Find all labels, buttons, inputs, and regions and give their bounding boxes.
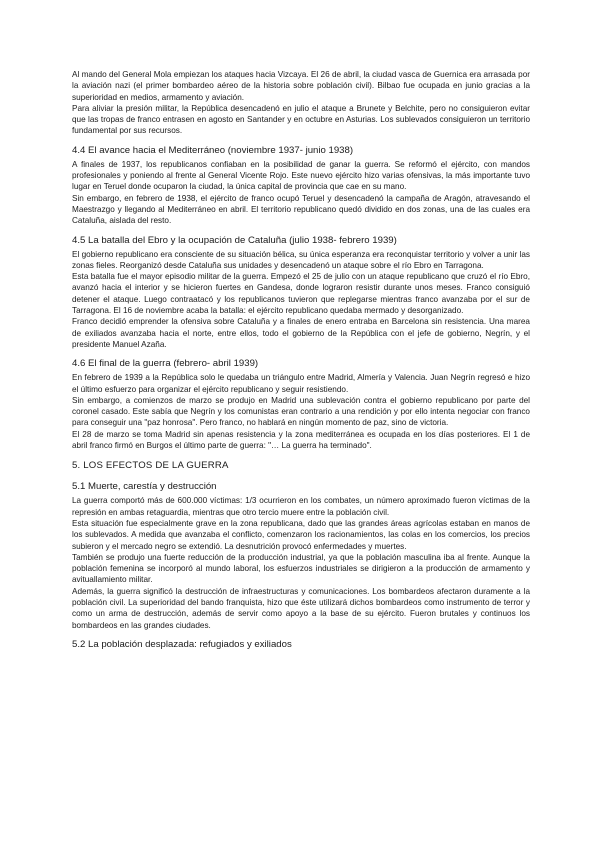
- section-4-6-paragraph-1: En febrero de 1939 a la República solo le quedaba un triángulo entre Madrid, Almería y Valencia. Juan Negrín regresó e hizo el último esfuerzo para organizar el ejército republicano y seguir resistiendo.: [72, 373, 530, 394]
- section-5-1-heading: 5.1 Muerte, carestía y destrucción: [72, 481, 217, 493]
- section-5-1-paragraph-4: Además, la guerra significó la destrucción de infraestructuras y comunicaciones. Los bombardeos afectaron duramente a la población civil. La superioridad del bando franquista, hizo que éste utilizará dichos bombardeos como instrumento de terror y como un arma de destrucción, además de servir como apoyo a la base de su ejército. Fueron brutales y continuos los bombardeos en las grandes ciudades.: [72, 586, 530, 630]
- chapter-5-heading: 5. LOS EFECTOS DE LA GUERRA: [72, 460, 229, 472]
- section-4-5-paragraph-1: El gobierno republicano era consciente de su situación bélica, su única esperanza era reconquistar territorio y volver a unir las zonas fieles. Reorganizó desde Cataluña sus unidades y desencadenó un ataque sobre el río Ebro en Tarragona.: [72, 249, 530, 270]
- section-4-6-paragraph-3: El 28 de marzo se toma Madrid sin apenas resistencia y la zona mediterránea es ocupada en los días posteriores. El 1 de abril franco firmó en Burgos el último parte de guerra: "… La guerra ha terminado".: [72, 429, 530, 451]
- section-4-4-paragraph-1: A finales de 1937, los republicanos confiaban en la posibilidad de ganar la guerra. Se reformó el ejército, con mandos profesionales y poniendo al frente al General Vicente Rojo. Este nuevo ejército hizo varias ofensivas, la más importante tuvo lugar en Teruel donde ocuparon la ciudad, la única capital de provincia que cae en su mano.: [72, 159, 530, 192]
- section-4-4-heading: 4.4 El avance hacia el Mediterráneo (noviembre 1937- junio 1938): [72, 144, 354, 156]
- intro-paragraph-1: Al mando del General Mola empiezan los ataques hacia Vizcaya. El 26 de abril, la ciudad vasca de Guernica era arrasada por la aviación nazi (el primer bombardeo aéreo de la historia sobre población civil). Bilbao fue ocupada en junio gracias a la superioridad en medios, armamento y aviación.: [72, 70, 530, 102]
- document-page: [72, 69, 530, 653]
- section-4-4-paragraph-2: Sin embargo, en febrero de 1938, el ejército de franco ocupó Teruel y desencadenó la campaña de Aragón, atravesando el Maestrazgo y llegando al Mediterráneo en abril. El territorio republicano quedó dividido en dos zonas, una de las cuales era Cataluña, aislada del resto.: [72, 193, 530, 226]
- section-5-1-paragraph-3: También se produjo una fuerte reducción de la producción industrial, ya que la población masculina iba al frente. Aunque la población femenina se incorporó al mundo laboral, los esfuerzos industriales se dirigieron a la producción de armamento y avituallamiento militar.: [72, 552, 530, 585]
- section-5-1-paragraph-1: La guerra comportó más de 600.000 víctimas: 1/3 ocurrieron en los combates, un número aproximado fueron víctimas de la represión en ambas retaguardia, mientras que otro tercio muere entre la población civil.: [72, 496, 530, 517]
- section-4-6-paragraph-2: Sin embargo, a comienzos de marzo se produjo en Madrid una sublevación contra el gobierno republicano por parte del coronel casado. Este sabía que Negrín y los comunistas eran contrario a una rendición y por ello intenta negociar con franco para conseguir una "paz honrosa". Pero franco, no hablará en ningún momento de paz, sino de victoria.: [72, 395, 530, 428]
- section-4-5-paragraph-3: Franco decidió emprender la ofensiva sobre Cataluña y a finales de enero entraba en Barcelona sin resistencia. Una marea de exiliados avanzaba hacia el norte, entre ellos, todo el gobierno de la República con el jefe de gobierno, Negrín, y el presidente Manuel Azaña.: [72, 317, 530, 349]
- intro-paragraph-2: Para aliviar la presión militar, la República desencadenó en julio el ataque a Brunete y Belchite, pero no consiguieron evitar que las tropas de franco entrasen en agosto en Santander y en octubre en Asturias. Los sublevados consiguieron un territorio fundamental por sus recursos.: [72, 103, 530, 136]
- section-4-6-heading: 4.6 El final de la guerra (febrero- abril 1939): [72, 358, 259, 370]
- section-4-5-heading: 4.5 La batalla del Ebro y la ocupación de Cataluña (julio 1938- febrero 1939): [72, 234, 397, 246]
- section-5-1-paragraph-2: Esta situación fue especialmente grave en la zona republicana, dado que las grandes áreas agrícolas estaban en manos de los sublevados. A medida que avanzaba el conflicto, comenzaron los racionamientos, las colas en los comercios, los precios subieron y el mercado negro se extendió. La desnutrición provocó enfermedades y muertes.: [72, 518, 530, 551]
- section-5-2-heading: 5.2 La población desplazada: refugiados y exiliados: [72, 638, 292, 650]
- section-4-5-paragraph-2: Esta batalla fue el mayor episodio militar de la guerra. Empezó el 25 de julio con un ataque republicano que cruzó el río Ebro, avanzó hacia el interior y se hicieron fuertes en Gandesa, donde lograron resistir durante unos meses. Franco consiguió detener el ataque. Luego contraatacó y los republicanos tuvieron que replegarse mientras franco avanzaba por el sur de Tarragona. El 16 de noviembre acaba la batalla: el ejército republicano quedaba mermado y desorganizado.: [72, 272, 530, 316]
